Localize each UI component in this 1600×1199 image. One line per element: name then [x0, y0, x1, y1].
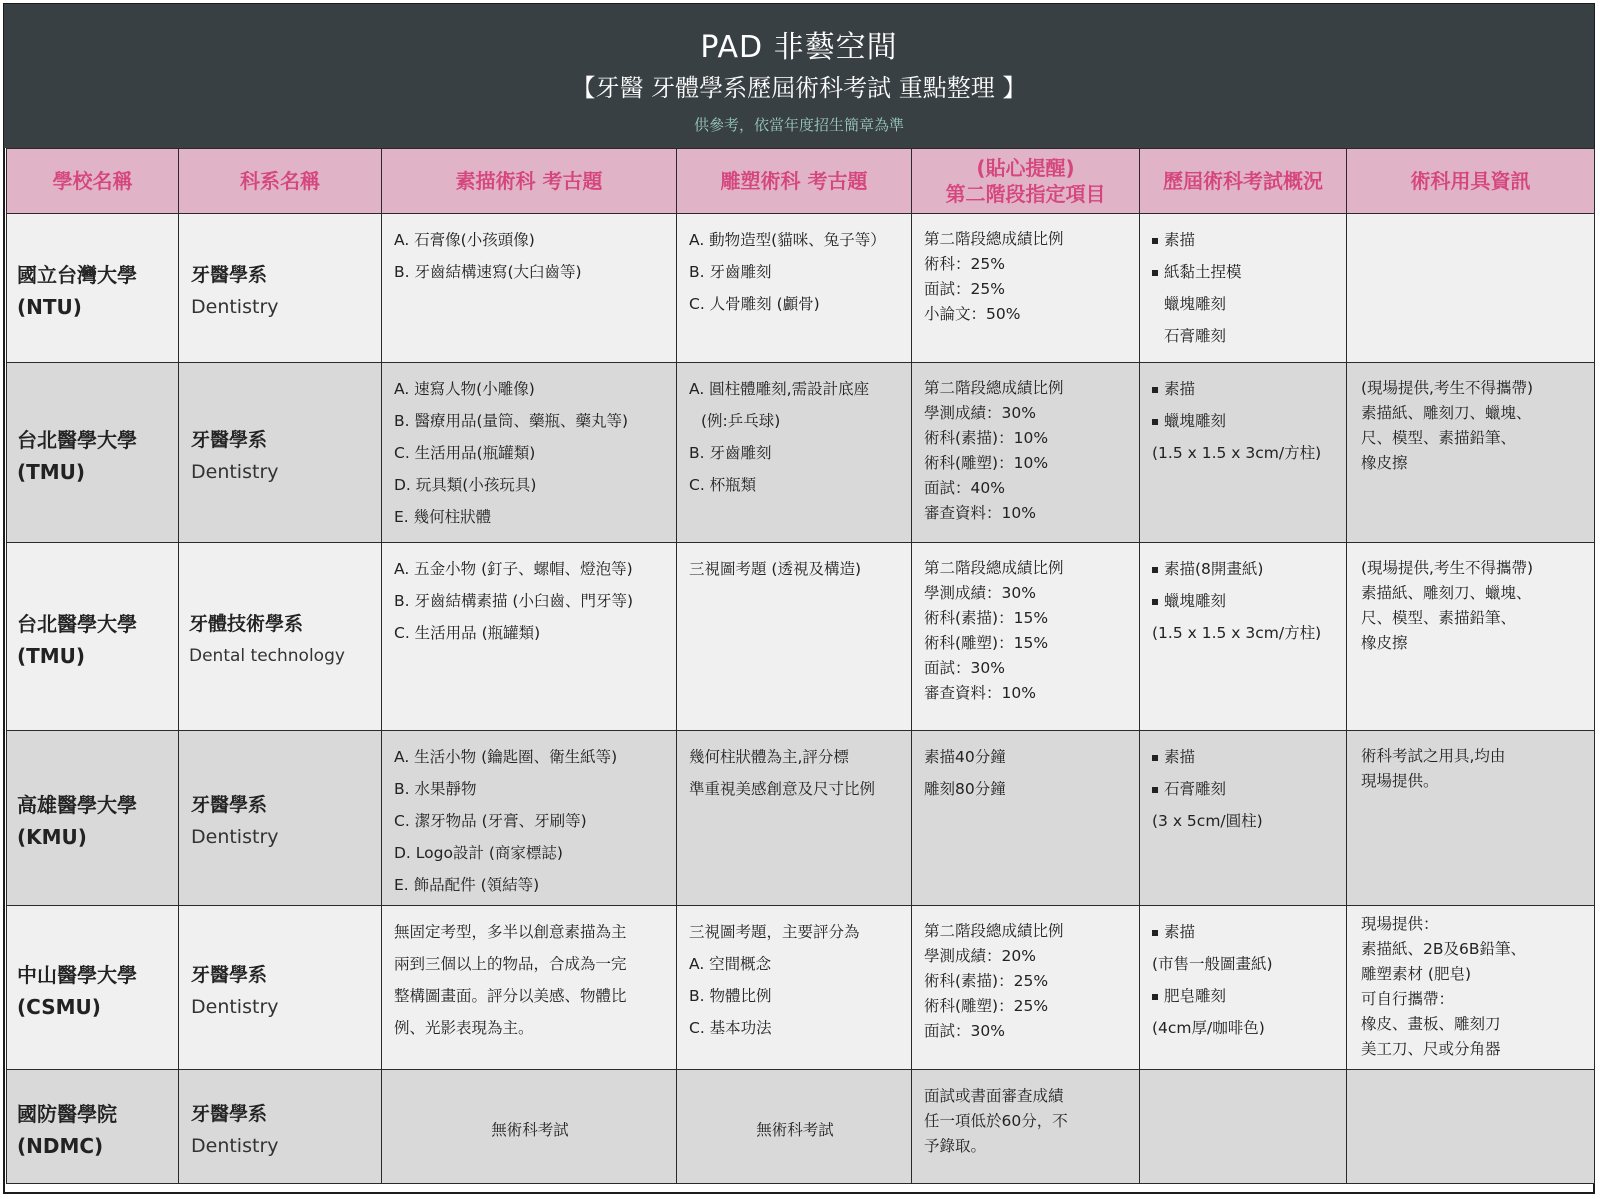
overview-item: [1152, 773, 1336, 805]
school-abbr: (CSMU): [17, 994, 101, 1019]
sculpt-item: 三視圖考題 (透視及構造): [689, 560, 862, 578]
col-header-tools: 術科用具資訊: [1347, 149, 1595, 214]
tools-item: (現場提供,考生不得攜帶): [1361, 559, 1534, 577]
table-row: [7, 731, 1595, 906]
stage2-cell: [912, 363, 1140, 543]
school-name: 台北醫學大學: [17, 611, 137, 636]
tools-item: 現場提供：: [1361, 915, 1439, 933]
sculpt-item: (例:乒乓球): [701, 412, 781, 430]
stage2-item: 任一項低於60分，不: [924, 1112, 1068, 1130]
sketch-item: A. 速寫人物(小雕像): [394, 380, 535, 398]
school-cell: [7, 363, 179, 543]
stage2-item: 第二階段總成績比例: [924, 379, 1064, 397]
stage2-item: 術科(雕塑)：25%: [924, 997, 1049, 1015]
stage2-cell: [912, 1070, 1140, 1184]
school-name: 高雄醫學大學: [17, 793, 137, 817]
sculpt-cell: [677, 1070, 912, 1184]
sketch-item: 兩到三個以上的物品，合成為一完: [394, 955, 627, 973]
overview-item: [1152, 373, 1336, 405]
tools-item: (現場提供,考生不得攜帶): [1361, 379, 1534, 397]
sketch-cell: [382, 906, 677, 1070]
stage2-item: 術科(素描)：15%: [924, 609, 1049, 627]
sketch-item: 整構圖畫面。評分以美感、物體比: [394, 987, 627, 1005]
sketch-cell: [382, 1070, 677, 1184]
tools-item: 橡皮、畫板、雕刻刀: [1361, 1015, 1501, 1033]
table-row: [7, 1070, 1595, 1184]
col-header-overview: 歷屆術科考試概況: [1140, 149, 1347, 214]
sculpt-cell: [677, 543, 912, 731]
stage2-item: 面試：30%: [924, 1022, 1005, 1040]
overview-item: [1152, 585, 1336, 617]
dept-name-en: Dentistry: [191, 460, 279, 483]
school-abbr: (TMU): [17, 459, 86, 484]
sculpt-item: A. 圓柱體雕刻,需設計底座: [689, 380, 870, 398]
sketch-item: A. 五金小物 (釘子、螺帽、燈泡等): [394, 560, 633, 578]
tools-item: 尺、模型、素描鉛筆、: [1361, 609, 1517, 627]
dept-name-en: Dental technology: [189, 645, 345, 666]
overview-item: 石膏雕刻: [1164, 327, 1227, 345]
overview-item: 蠟塊雕刻: [1164, 295, 1227, 313]
sketch-item: 例、光影表現為主。: [394, 1019, 534, 1037]
tools-item: 可自行攜帶：: [1361, 990, 1455, 1008]
overview-cell: [1140, 906, 1347, 1070]
overview-text: 蠟塊雕刻: [1164, 412, 1227, 430]
overview-item: (1.5 x 1.5 x 3cm/方柱): [1152, 444, 1322, 462]
dept-name-en: Dentistry: [191, 826, 279, 848]
sculpt-cell: [677, 906, 912, 1070]
overview-item: [1152, 741, 1336, 773]
tools-item: 素描紙、雕刻刀、蠟塊、: [1361, 404, 1532, 422]
school-name: 中山醫學大學: [17, 962, 137, 987]
stage2-item: 素描40分鐘: [924, 748, 1006, 766]
page-subtitle: 【牙醫 牙體學系歷屆術科考試 重點整理 】: [571, 74, 1027, 102]
overview-cell: [1140, 1070, 1347, 1184]
sketch-cell: [382, 543, 677, 731]
stage2-cell: [912, 731, 1140, 906]
stage2-item: 學測成績：20%: [924, 947, 1036, 965]
sketch-item: C. 潔牙物品 (牙膏、牙刷等): [394, 812, 587, 830]
dept-cell: [179, 214, 382, 363]
stage2-item: 術科(素描)：10%: [924, 429, 1049, 447]
table-row: [7, 906, 1595, 1070]
dept-name: 牙醫學系: [191, 794, 268, 816]
tools-cell: [1347, 214, 1595, 363]
tools-item: 尺、模型、素描鉛筆、: [1361, 429, 1517, 447]
overview-text: 肥皂雕刻: [1164, 987, 1227, 1005]
tools-cell: [1347, 543, 1595, 731]
sculpt-item: A. 空間概念: [689, 955, 772, 973]
overview-item: [1152, 980, 1336, 1012]
stage2-item: 審查資料：10%: [924, 684, 1036, 702]
tools-item: 素描紙、雕刻刀、蠟塊、: [1361, 584, 1532, 602]
overview-item: (市售一般圖畫紙): [1152, 955, 1273, 973]
overview-item: (3 x 5cm/圓柱): [1152, 812, 1263, 830]
overview-text: 素描: [1164, 380, 1196, 398]
school-abbr: (KMU): [17, 825, 87, 849]
dept-cell: [179, 906, 382, 1070]
sculpt-item: B. 牙齒雕刻: [689, 263, 772, 281]
overview-item: (1.5 x 1.5 x 3cm/方柱): [1152, 624, 1322, 642]
stage2-item: 面試或書面審查成績: [924, 1087, 1064, 1105]
stage2-cell: [912, 214, 1140, 363]
school-cell: [7, 731, 179, 906]
sketch-item: D. 玩具類(小孩玩具): [394, 476, 537, 494]
sketch-item: E. 幾何柱狀體: [394, 508, 492, 526]
page-note: 供參考，依當年度招生簡章為準: [693, 116, 904, 134]
overview-text: 蠟塊雕刻: [1164, 592, 1227, 610]
col-header-dept: 科系名稱: [179, 149, 382, 214]
bullet-icon: [1152, 994, 1158, 1000]
col-header-school: 學校名稱: [7, 149, 179, 214]
overview-cell: [1140, 731, 1347, 906]
bullet-icon: [1152, 787, 1158, 793]
sculpt-cell: [677, 214, 912, 363]
tools-cell: [1347, 906, 1595, 1070]
stage2-item: 學測成績：30%: [924, 404, 1036, 422]
sketch-cell: [382, 363, 677, 543]
bullet-icon: [1152, 419, 1158, 425]
sketch-item: B. 水果靜物: [394, 780, 477, 798]
overview-item: [1152, 405, 1336, 437]
sculpt-item: C. 基本功法: [689, 1019, 772, 1037]
sketch-item: 無術科考試: [491, 1120, 569, 1139]
school-abbr: (TMU): [17, 643, 86, 668]
sculpt-item: C. 杯瓶類: [689, 476, 757, 494]
school-name: 台北醫學大學: [17, 427, 137, 452]
tools-item: 現場提供。: [1361, 772, 1439, 790]
sketch-item: D. Logo設計 (商家標誌): [394, 844, 563, 862]
tools-item: 橡皮擦: [1361, 634, 1408, 652]
dept-name-en: Dentistry: [191, 1134, 279, 1157]
tools-item: 術科考試之用具,均由: [1361, 747, 1506, 765]
dept-name: 牙醫學系: [191, 264, 268, 286]
stage2-item: 術科(雕塑)：15%: [924, 634, 1049, 652]
stage2-item: 雕刻80分鐘: [924, 780, 1006, 798]
school-cell: [7, 543, 179, 731]
stage2-item: 小論文：50%: [924, 305, 1021, 323]
school-abbr: (NDMC): [17, 1133, 104, 1158]
overview-text: 石膏雕刻: [1164, 780, 1227, 798]
sketch-item: E. 飾品配件 (領結等): [394, 876, 540, 894]
sketch-item: B. 牙齒結構素描 (小臼齒、門牙等): [394, 592, 634, 610]
stage2-item: 面試：25%: [924, 280, 1005, 298]
dept-name-en: Dentistry: [191, 296, 279, 318]
dept-cell: [179, 543, 382, 731]
dept-name: 牙體技術學系: [189, 612, 304, 635]
exam-table: [6, 148, 1595, 1184]
overview-text: 素描: [1164, 231, 1196, 249]
overview-text: 素描: [1164, 923, 1196, 941]
col-header-stage2-line2: 第二階段指定項目: [945, 182, 1106, 206]
tools-item: 素描紙、2B及6B鉛筆、: [1361, 940, 1526, 958]
overview-cell: [1140, 543, 1347, 731]
overview-cell: [1140, 363, 1347, 543]
stage2-cell: [912, 906, 1140, 1070]
dept-name-en: Dentistry: [191, 995, 279, 1018]
sculpt-item: 幾何柱狀體為主,評分標: [689, 748, 849, 766]
stage2-item: 術科：25%: [924, 255, 1005, 273]
school-cell: [7, 906, 179, 1070]
sketch-item: A. 石膏像(小孩頭像): [394, 231, 535, 249]
stage2-item: 第二階段總成績比例: [924, 922, 1064, 940]
dept-cell: [179, 731, 382, 906]
sculpt-item: C. 人骨雕刻 (顱骨): [689, 295, 820, 313]
dept-cell: [179, 1070, 382, 1184]
stage2-item: 面試：30%: [924, 659, 1005, 677]
sculpt-item: 無術科考試: [756, 1120, 834, 1139]
bullet-icon: [1152, 387, 1158, 393]
stage2-item: 面試：40%: [924, 479, 1005, 497]
tools-item: 美工刀、尺或分角器: [1361, 1040, 1501, 1058]
sculpt-item: 準重視美感創意及尺寸比例: [689, 780, 876, 798]
stage2-cell: [912, 543, 1140, 731]
overview-text: 紙黏土捏模: [1164, 263, 1242, 281]
tools-cell: [1347, 731, 1595, 906]
overview-item: [1152, 256, 1336, 288]
sketch-cell: [382, 731, 677, 906]
sketch-item: C. 生活用品(瓶罐類): [394, 444, 536, 462]
table-header-row: [7, 149, 1595, 214]
col-header-stage2-line1: (貼心提醒): [976, 156, 1075, 180]
school-name: 國立台灣大學: [17, 263, 137, 287]
col-header-sculpt: 雕塑術科 考古題: [677, 149, 912, 214]
sculpt-cell: [677, 363, 912, 543]
stage2-item: 第二階段總成績比例: [924, 230, 1064, 248]
sculpt-item: B. 牙齒雕刻: [689, 444, 772, 462]
bullet-icon: [1152, 755, 1158, 761]
col-header-sketch: 素描術科 考古題: [382, 149, 677, 214]
school-abbr: (NTU): [17, 295, 82, 319]
school-cell: [7, 1070, 179, 1184]
overview-item: [1152, 224, 1336, 256]
col-header-stage2: [912, 149, 1140, 214]
sketch-item: C. 生活用品 (瓶罐類): [394, 624, 541, 642]
sketch-item: 無固定考型，多半以創意素描為主: [394, 923, 627, 941]
tools-item: 橡皮擦: [1361, 454, 1408, 472]
sketch-item: B. 牙齒結構速寫(大臼齒等): [394, 263, 582, 281]
stage2-item: 術科(雕塑)：10%: [924, 454, 1049, 472]
overview-item: (4cm厚/咖啡色): [1152, 1019, 1265, 1037]
bullet-icon: [1152, 270, 1158, 276]
sculpt-item: B. 物體比例: [689, 987, 772, 1005]
bullet-icon: [1152, 930, 1158, 936]
stage2-item: 審查資料：10%: [924, 504, 1036, 522]
sketch-item: B. 醫療用品(量筒、藥瓶、藥丸等): [394, 412, 629, 430]
dept-name: 牙醫學系: [191, 428, 268, 451]
stage2-item: 術科(素描)：25%: [924, 972, 1049, 990]
overview-item: [1152, 916, 1336, 948]
table-row: [7, 363, 1595, 543]
overview-text: 素描(8開畫紙): [1164, 560, 1264, 578]
bullet-icon: [1152, 238, 1158, 244]
overview-text: 素描: [1164, 748, 1196, 766]
table-row: [7, 214, 1595, 363]
bullet-icon: [1152, 567, 1158, 573]
dept-name: 牙醫學系: [191, 963, 268, 986]
stage2-item: 予錄取。: [924, 1137, 987, 1155]
sketch-cell: [382, 214, 677, 363]
page-title: PAD 非藝空間: [700, 30, 898, 65]
school-name: 國防醫學院: [17, 1101, 117, 1126]
sculpt-item: 三視圖考題，主要評分為: [689, 923, 860, 941]
sculpt-item: A. 動物造型(貓咪、兔子等）: [689, 231, 886, 249]
stage2-item: 學測成績：30%: [924, 584, 1036, 602]
bullet-icon: [1152, 599, 1158, 605]
sketch-item: A. 生活小物 (鑰匙圈、衛生紙等): [394, 748, 618, 766]
stage2-item: 第二階段總成績比例: [924, 559, 1064, 577]
sculpt-cell: [677, 731, 912, 906]
table-row: [7, 543, 1595, 731]
overview-cell: [1140, 214, 1347, 363]
header-banner: [4, 4, 1594, 148]
dept-name: 牙醫學系: [191, 1102, 268, 1125]
overview-item: [1152, 553, 1336, 585]
tools-cell: [1347, 1070, 1595, 1184]
school-cell: [7, 214, 179, 363]
tools-cell: [1347, 363, 1595, 543]
dept-cell: [179, 363, 382, 543]
tools-item: 雕塑素材 (肥皂): [1361, 965, 1472, 983]
